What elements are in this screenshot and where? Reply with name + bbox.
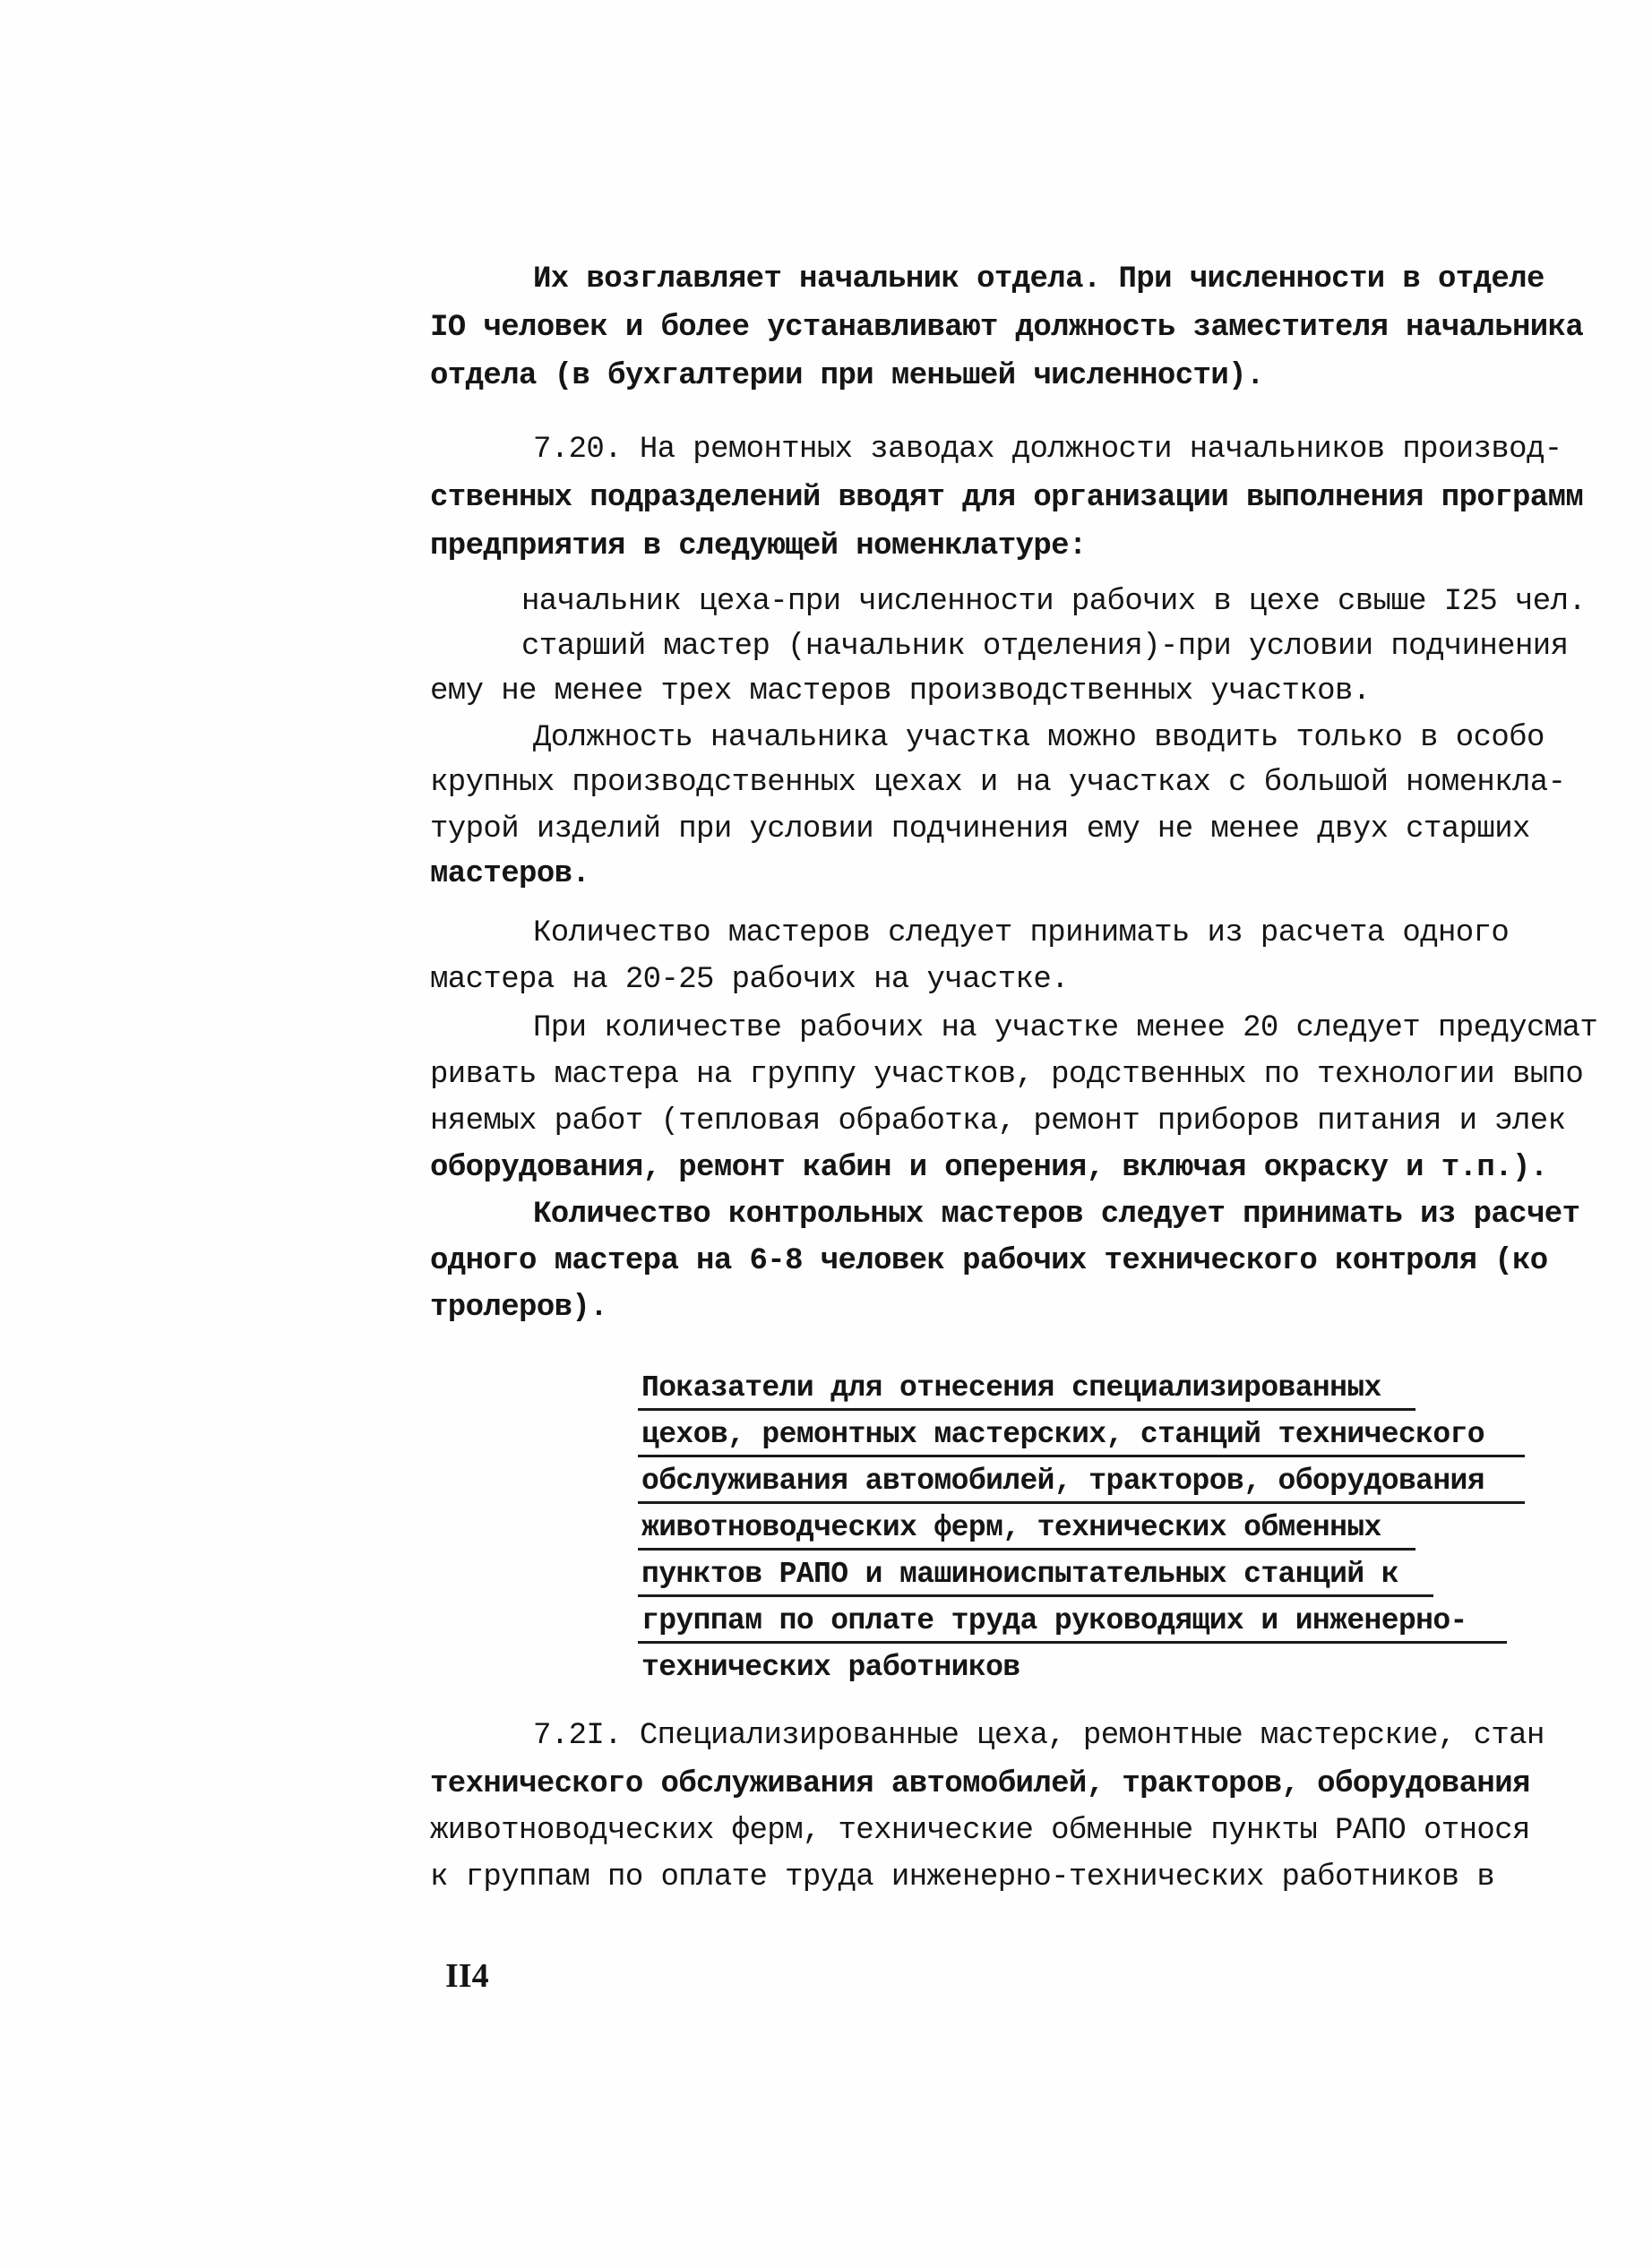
text-line: 7.20. На ремонтных заводах должности начальников производ- bbox=[533, 433, 1562, 467]
text-line: начальник цеха-при численности рабочих в цехе свыше I25 чел. bbox=[521, 585, 1587, 619]
text-line: Количество мастеров следует принимать из расчета одного bbox=[533, 916, 1510, 950]
heading-line: животноводческих ферм, технических обменных bbox=[641, 1511, 1381, 1544]
text-line: старший мастер (начальник отделения)-при условии подчинения bbox=[521, 630, 1569, 664]
page-number: II4 bbox=[445, 1957, 489, 1995]
text-line: отдела (в бухгалтерии при меньшей численности). bbox=[430, 359, 1264, 393]
text-line: ему не менее трех мастеров производственных участков. bbox=[430, 674, 1371, 709]
underline bbox=[638, 1641, 1507, 1644]
text-line: Должность начальника участка можно вводить только в особо bbox=[533, 721, 1544, 755]
underline bbox=[638, 1501, 1525, 1504]
underline bbox=[638, 1408, 1415, 1411]
underline bbox=[638, 1594, 1433, 1597]
heading-line: группам по оплате труда руководящих и инженерно- bbox=[641, 1604, 1467, 1637]
text-line: к группам по оплате труда инженерно-технических работников в bbox=[430, 1860, 1495, 1894]
text-line: Их возглавляет начальник отдела. При численности в отделе bbox=[533, 262, 1544, 296]
text-line: ривать мастера на группу участков, родственных по технологии выпо bbox=[430, 1058, 1584, 1092]
text-line: одного мастера на 6-8 человек рабочих технического контроля (ко bbox=[430, 1244, 1548, 1278]
text-line: При количестве рабочих на участке менее 20 следует предусмат bbox=[533, 1011, 1598, 1045]
text-line: мастера на 20-25 рабочих на участке. bbox=[430, 963, 1069, 997]
text-line: 7.2I. Специализированные цеха, ремонтные мастерские, стан bbox=[533, 1719, 1544, 1753]
text-line: животноводческих ферм, технические обменные пункты РАПО относя bbox=[430, 1814, 1530, 1848]
text-line: IO человек и более устанавливают должность заместителя начальника bbox=[430, 311, 1584, 345]
underline bbox=[638, 1548, 1415, 1551]
text-line: няемых работ (тепловая обработка, ремонт приборов питания и элек bbox=[430, 1104, 1566, 1138]
text-line: тролеров). bbox=[430, 1291, 608, 1325]
text-line: мастеров. bbox=[430, 857, 590, 891]
underline bbox=[638, 1455, 1525, 1457]
text-line: крупных производственных цехах и на участках с большой номенкла- bbox=[430, 766, 1566, 800]
text-line: предприятия в следующей номенклатуре: bbox=[430, 529, 1087, 563]
heading-line: обслуживания автомобилей, тракторов, оборудования bbox=[641, 1465, 1484, 1498]
heading-line: технических работников bbox=[641, 1651, 1020, 1684]
heading-line: Показатели для отнесения специализированных bbox=[641, 1371, 1381, 1405]
text-line: турой изделий при условии подчинения ему не менее двух старших bbox=[430, 812, 1530, 846]
heading-line: цехов, ремонтных мастерских, станций технического bbox=[641, 1418, 1484, 1451]
heading-line: пунктов РАПО и машиноиспытательных станций к bbox=[641, 1558, 1398, 1591]
text-line: Количество контрольных мастеров следует принимать из расчет bbox=[533, 1198, 1580, 1232]
text-line: оборудования, ремонт кабин и оперения, включая окраску и т.п.). bbox=[430, 1151, 1548, 1185]
text-line: технического обслуживания автомобилей, тракторов, оборудования bbox=[430, 1767, 1530, 1801]
text-line: ственных подразделений вводят для организации выполнения программ bbox=[430, 481, 1584, 515]
